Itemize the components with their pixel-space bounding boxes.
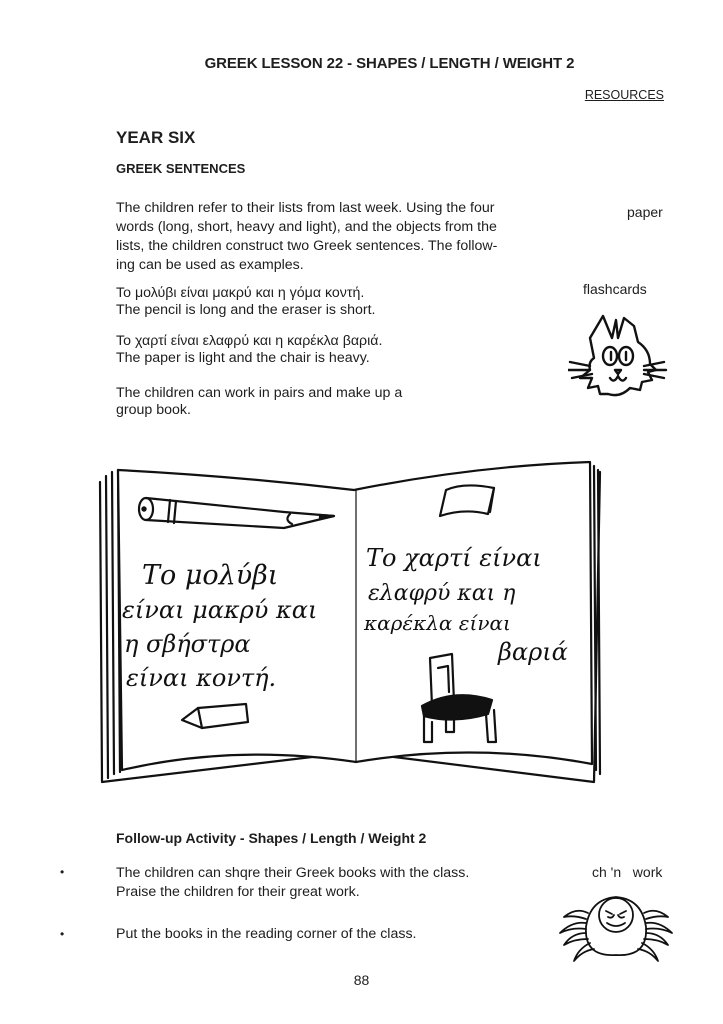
pairs-paragraph xyxy=(116,385,476,419)
bullet-marker: • xyxy=(60,865,65,879)
handwritten-line: είναι κοντή. xyxy=(126,664,277,692)
greek-sentence: Το χαρτί είναι ελαφρύ και η καρέκλα βαριά. xyxy=(116,333,383,349)
english-translation: The paper is light and the chair is heavy. xyxy=(116,350,370,366)
section-subheading: GREEK SENTENCES xyxy=(116,161,246,176)
english-translation: The pencil is long and the eraser is short. xyxy=(116,302,376,318)
example-sentence-2 xyxy=(116,333,382,367)
intro-paragraph xyxy=(116,199,556,275)
intro-line: lists, the children construct two Greek sentences. The follow- xyxy=(116,238,498,254)
resource-flashcards: flashcards xyxy=(583,281,647,297)
handwritten-line: ελαφρύ και η xyxy=(368,581,516,606)
page-number: 88 xyxy=(353,972,370,988)
intro-line: The children refer to their lists from last week. Using the four xyxy=(116,200,495,216)
resource-chn-work: ch 'n work xyxy=(592,864,663,880)
handwritten-line: είναι μακρύ και xyxy=(122,596,318,624)
year-heading: YEAR SIX xyxy=(116,128,196,147)
followup-item-2 xyxy=(116,925,416,944)
followup-line: Praise the children for their great work. xyxy=(116,884,360,900)
page-title xyxy=(0,55,723,72)
example-sentence-1 xyxy=(116,285,375,319)
pairs-line: group book. xyxy=(116,402,191,418)
bullet-marker: • xyxy=(60,927,65,941)
intro-line: words (long, short, heavy and light), and the objects from the xyxy=(116,219,497,235)
handwritten-line: Το μολύβι xyxy=(142,560,279,591)
handwritten-line: βαριά xyxy=(498,638,568,666)
resources-heading: RESOURCES xyxy=(584,88,664,102)
cat-icon xyxy=(568,298,668,408)
followup-line: Put the books in the reading corner of the class. xyxy=(116,926,417,942)
spider-icon xyxy=(556,887,676,967)
followup-item-1 xyxy=(116,864,536,902)
intro-line: ing can be used as examples. xyxy=(116,257,304,273)
greek-sentence: Το μολύβι είναι μακρύ και η γόμα κοντή. xyxy=(116,285,365,301)
group-book-illustration xyxy=(94,452,614,792)
page-title-text: GREEK LESSON 22 - SHAPES / LENGTH / WEIGHT 2 xyxy=(204,55,575,72)
followup-line: The children can shqre their Greek books with the class. xyxy=(116,865,470,881)
resource-paper: paper xyxy=(627,204,663,220)
handwritten-line: Το χαρτί είναι xyxy=(366,544,542,572)
pairs-line: The children can work in pairs and make up a xyxy=(116,385,403,401)
handwritten-line: η σβήστρα xyxy=(124,630,251,658)
handwritten-line: καρέκλα είναι xyxy=(364,611,511,635)
followup-heading: Follow-up Activity - Shapes / Length / Weight 2 xyxy=(116,830,427,846)
